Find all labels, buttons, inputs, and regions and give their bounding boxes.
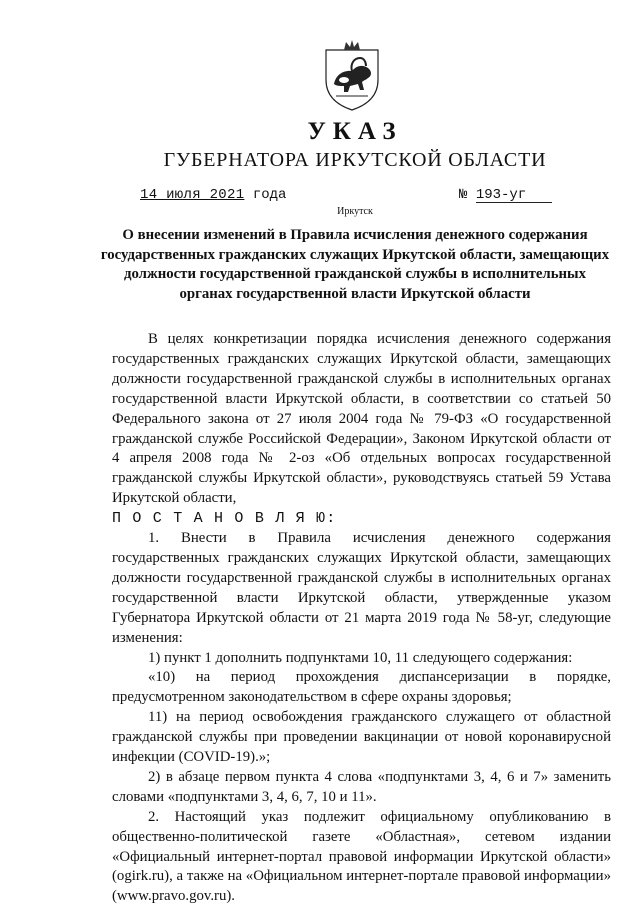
irkutsk-coat-of-arms-icon [322,40,382,112]
document-title: УКАЗ [307,118,403,145]
date-suffix: года [252,187,287,203]
number-value: 193-уг [476,188,552,203]
document-subtitle: ГУБЕРНАТОРА ИРКУТСКОЙ ОБЛАСТИ [163,149,547,171]
document-body [112,330,611,907]
decree-word: П О С Т А Н О В Л Я Ю: [112,510,337,528]
date-value: 14 июля 2021 [140,187,245,203]
item-2: 2. Настоящий указ подлежит официальному опубликованию в общественно-политической газете «Областная», сетевом издании «Официальный интернет-портал правовой информации Иркутской области» (ogirk.ru), а также на «Официальном интернет-портале правовой информации» (www.pravo.gov.ru). [112,808,611,905]
document-city: Иркутск [337,206,373,217]
item-1-subitem-10: «10) на период прохождения диспансеризации в порядке, предусмотренном законодательством в сфере охраны здоровья; [112,669,611,706]
item-1: 1. Внести в Правила исчисления денежного содержания государственных гражданских служащих Иркутской области, замещающих должности государственной гражданской службы в исполнительных органах государственной власти Иркутской области, утвержденные указом Губернатора Иркутской области от 21 марта 2019 года № 58-уг, следующие изменения: [112,530,611,646]
document-date [140,187,286,203]
document-number [459,187,552,203]
item-1-subitem-1: 1) пункт 1 дополнить подпунктами 10, 11 следующего содержания: [148,649,573,666]
item-1-subitem-11: 11) на период освобождения гражданского служащего от областной гражданской службы при проведении вакцинации от новой коронавирусной инфекции (COVID-19).»; [112,709,611,766]
preamble-paragraph: В целях конкретизации порядка исчисления денежного содержания государственных гражданских служащих Иркутской области, замещающих должности государственной гражданской службы в исполнительных органах государственной власти Иркутской области, в соответствии со статьей 50 Федерального закона от 27 июля 2004 года № 79-ФЗ «О государственной гражданской службе Российской Федерации», Законом Иркутской области от 4 апреля 2008 года № 2-оз «Об отдельных вопросах государственной гражданской службы Иркутской области», руководствуясь статьей 59 Устава Иркутской области, [112,331,611,507]
item-1-subitem-2: 2) в абзаце первом пункта 4 слова «подпунктами 3, 4, 6 и 7» заменить словами «подпунктами 3, 4, 6, 7, 10 и 11». [112,768,611,805]
number-label: № [459,187,468,203]
document-subject: О внесении изменений в Правила исчисления денежного содержания государственных гражданских служащих Иркутской области, замещающих должности государственной гражданской службы в исполнительных органах государственной власти Иркутской области [100,227,610,302]
